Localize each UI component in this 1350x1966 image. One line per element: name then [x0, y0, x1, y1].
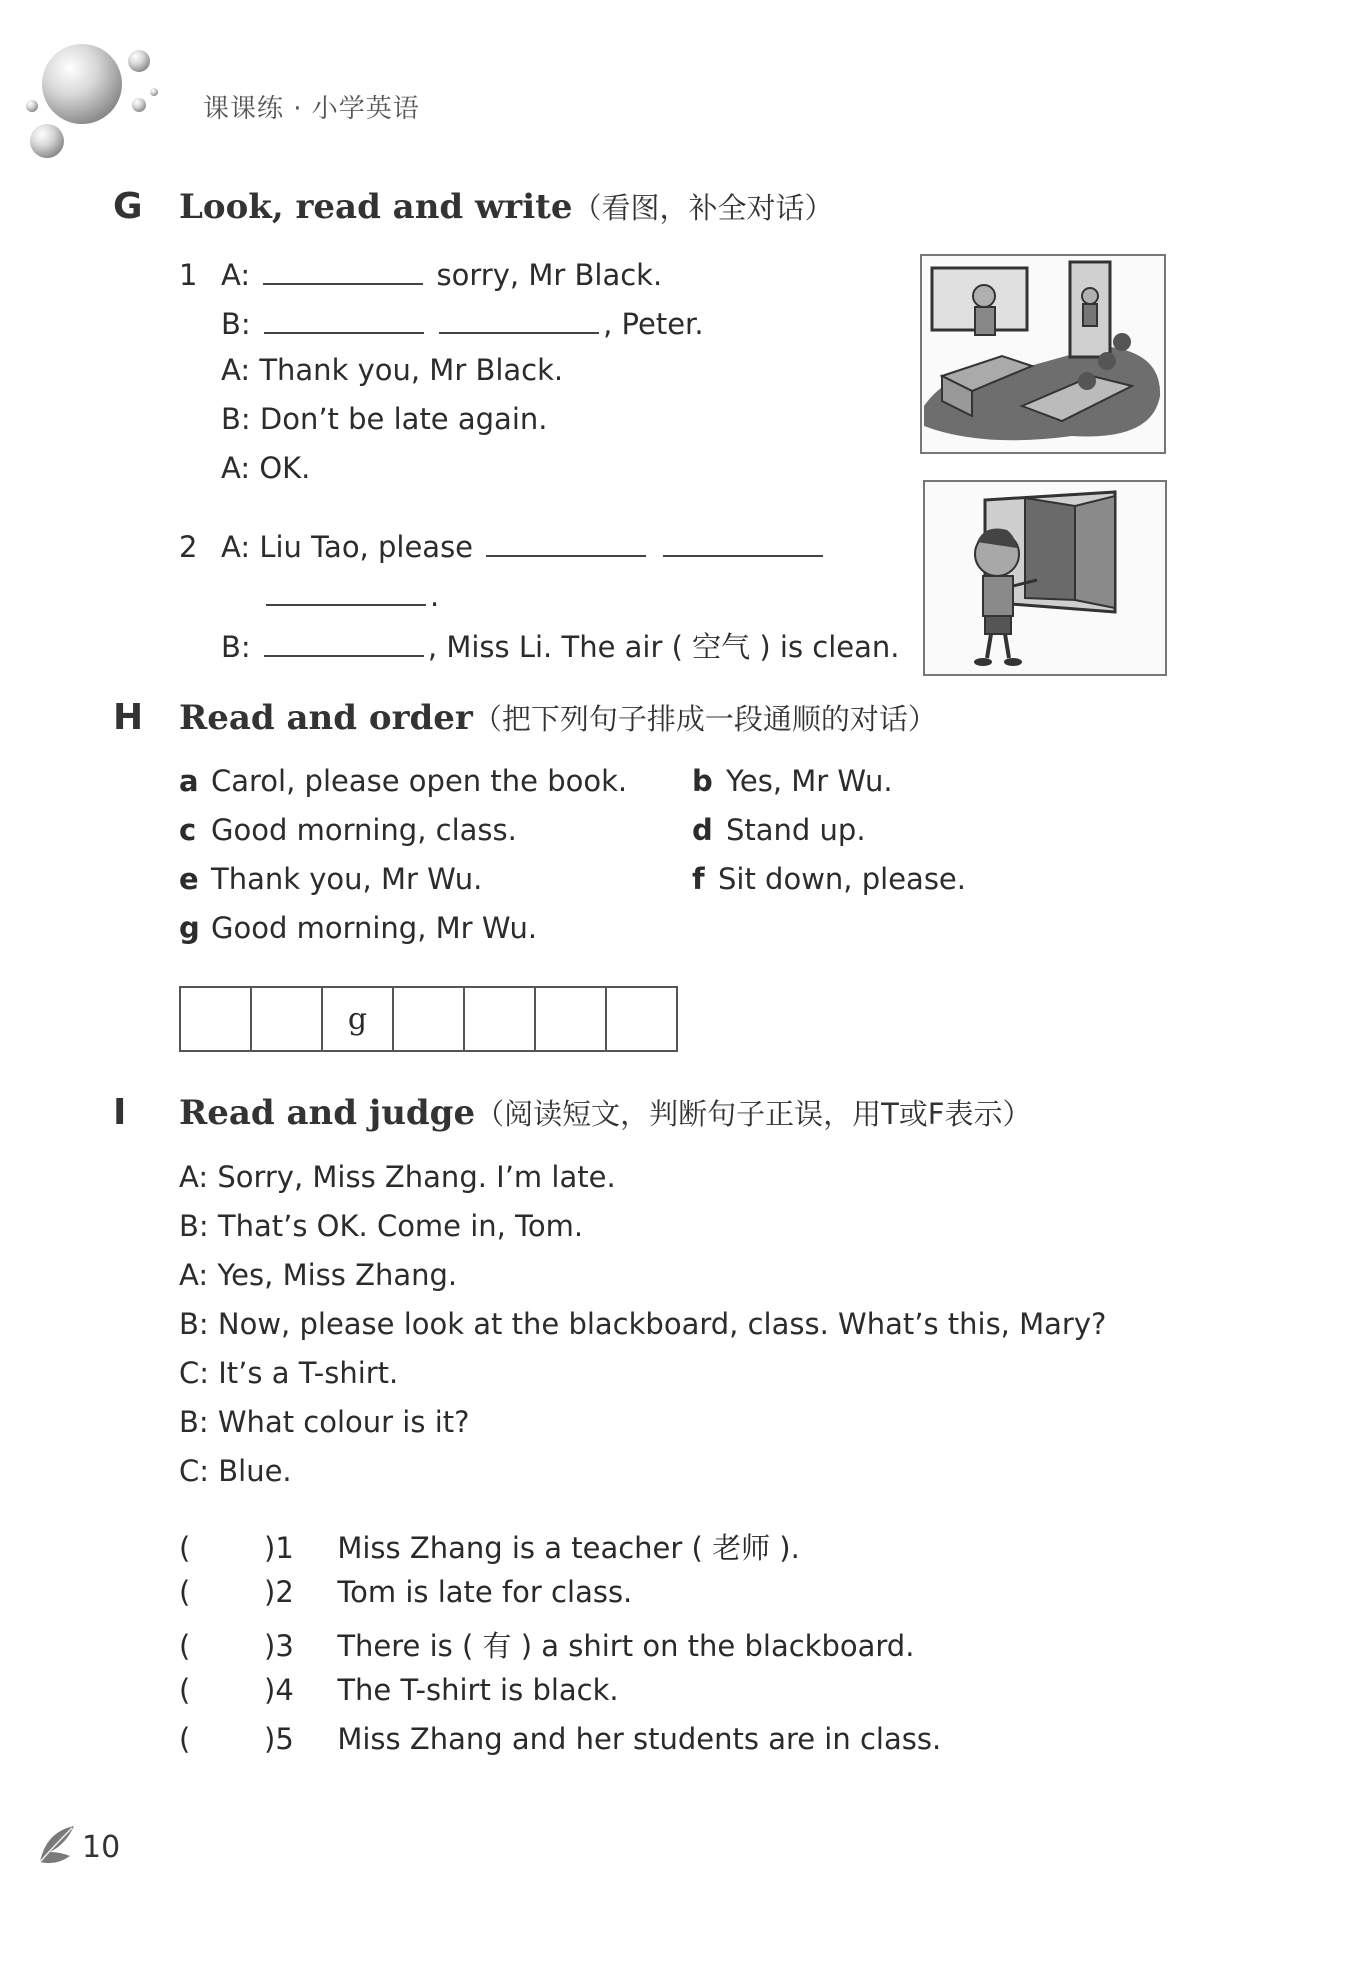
- judgement-row-4: [179, 1673, 619, 1707]
- g-q2-l3-speaker: B:: [221, 630, 251, 664]
- section-i-title-text: Read and judge: [179, 1093, 476, 1133]
- classroom-picture: [920, 254, 1166, 454]
- h-item-b: [692, 764, 893, 798]
- h-item-g-key: g: [179, 911, 200, 945]
- answer-paren-close: ): [264, 1722, 276, 1756]
- h-item-d-text: Stand up.: [726, 813, 866, 847]
- section-h-title-text: Read and order: [179, 698, 473, 738]
- judgement-row-1: [179, 1526, 800, 1567]
- answer-paren-close: ): [264, 1531, 276, 1565]
- page-number: 10: [82, 1830, 121, 1865]
- judgement-num: 1: [275, 1531, 294, 1565]
- h-item-b-key: b: [692, 764, 713, 798]
- i-dialogue-line-7: C: Blue.: [179, 1454, 292, 1488]
- i-dialogue-line-4: B: Now, please look at the blackboard, class. What’s this, Mary?: [179, 1307, 1107, 1341]
- g-q2-l1-text: A: Liu Tao, please: [221, 530, 474, 564]
- section-h-title: [179, 697, 937, 738]
- i-dialogue-line-6: B: What colour is it?: [179, 1405, 470, 1439]
- g-q2-num: 2: [179, 530, 198, 564]
- g-q1-blank-1[interactable]: [263, 255, 423, 285]
- i-dialogue-line-1: A: Sorry, Miss Zhang. I’m late.: [179, 1160, 616, 1194]
- boy-window-illustration-icon: [925, 482, 1165, 674]
- i-dialogue-line-5: C: It’s a T-shirt.: [179, 1356, 399, 1390]
- answer-paren-close: ): [264, 1575, 276, 1609]
- h-item-a-text: Carol, please open the book.: [211, 764, 628, 798]
- g-q2-line3: [221, 625, 900, 666]
- h-item-f-key: f: [692, 862, 705, 896]
- judgement-num: 2: [275, 1575, 294, 1609]
- h-item-e-text: Thank you, Mr Wu.: [211, 862, 483, 896]
- leaf-icon: [36, 1822, 80, 1866]
- h-item-f-text: Sit down, please.: [718, 862, 966, 896]
- bubbles-decoration: [20, 36, 170, 166]
- h-item-b-text: Yes, Mr Wu.: [726, 764, 893, 798]
- g-q1-num: 1: [179, 258, 198, 292]
- order-box-6[interactable]: [536, 988, 607, 1050]
- judgement-text: Miss Zhang is a teacher ( 老师 ).: [337, 1531, 800, 1565]
- g-q2-line1: [179, 527, 827, 564]
- h-item-a: [179, 764, 627, 798]
- g-q2-blank-1[interactable]: [486, 527, 646, 557]
- h-item-c: [179, 813, 517, 847]
- g-q1-line3: A: Thank you, Mr Black.: [221, 353, 564, 387]
- answer-paren-open[interactable]: (: [179, 1722, 191, 1756]
- g-q1-blank-3[interactable]: [439, 304, 599, 334]
- g-q2-blank-2[interactable]: [663, 527, 823, 557]
- g-q2-blank-3[interactable]: [266, 576, 426, 606]
- g-q1-line1: [179, 255, 662, 292]
- judgement-num: 5: [275, 1722, 294, 1756]
- judgement-row-5: [179, 1722, 941, 1756]
- g-q1-l2-text: , Peter.: [603, 307, 704, 341]
- window-picture: [923, 480, 1167, 676]
- section-i-note: （阅读短文，判断句子正误，用T或F表示）: [475, 1097, 1032, 1131]
- g-q2-l2-end: .: [430, 579, 440, 613]
- g-q1-line2: [221, 304, 704, 341]
- section-i-letter: I: [113, 1092, 127, 1133]
- section-h-note: （把下列句子排成一段通顺的对话）: [472, 702, 937, 736]
- h-item-a-key: a: [179, 764, 199, 798]
- g-q2-l3-text: , Miss Li. The air ( 空气 ) is clean.: [427, 630, 900, 664]
- order-box-3[interactable]: g: [323, 988, 394, 1050]
- i-dialogue-line-3: A: Yes, Miss Zhang.: [179, 1258, 458, 1292]
- h-item-d: [692, 813, 866, 847]
- h-item-c-key: c: [179, 813, 197, 847]
- g-q1-l2-speaker: B:: [221, 307, 251, 341]
- answer-paren-open[interactable]: (: [179, 1531, 191, 1565]
- h-item-f: [692, 862, 966, 896]
- i-dialogue-line-2: B: That’s OK. Come in, Tom.: [179, 1209, 584, 1243]
- g-q1-l1-text: sorry, Mr Black.: [436, 258, 663, 292]
- judgement-text: Miss Zhang and her students are in class.: [337, 1722, 942, 1756]
- h-item-g-text: Good morning, Mr Wu.: [211, 911, 538, 945]
- g-q1-line5: A: OK.: [221, 451, 311, 485]
- answer-paren-open[interactable]: (: [179, 1629, 191, 1663]
- judgement-text: There is ( 有 ) a shirt on the blackboard.: [337, 1629, 915, 1663]
- h-item-c-text: Good morning, class.: [211, 813, 517, 847]
- h-item-e: [179, 862, 482, 896]
- g-q1-l1-speaker: A:: [221, 258, 251, 292]
- answer-paren-close: ): [264, 1629, 276, 1663]
- section-h-letter: H: [113, 697, 144, 738]
- section-g-letter: G: [113, 186, 143, 227]
- order-box-5[interactable]: [465, 988, 536, 1050]
- g-q1-blank-2[interactable]: [264, 304, 424, 334]
- judgement-text: The T-shirt is black.: [337, 1673, 619, 1707]
- judgement-num: 3: [275, 1629, 294, 1663]
- order-box-7[interactable]: [607, 988, 676, 1050]
- section-i-title: [179, 1092, 1032, 1133]
- g-q2-blank-4[interactable]: [264, 627, 424, 657]
- judgement-num: 4: [275, 1673, 294, 1707]
- section-g-title: [179, 186, 834, 227]
- book-title: 课课练 · 小学英语: [203, 94, 420, 124]
- answer-paren-open[interactable]: (: [179, 1575, 191, 1609]
- h-item-d-key: d: [692, 813, 713, 847]
- h-item-e-key: e: [179, 862, 199, 896]
- order-answer-boxes: [179, 986, 678, 1052]
- answer-paren-close: ): [264, 1673, 276, 1707]
- g-q2-line2: [262, 576, 439, 613]
- section-g-title-text: Look, read and write: [179, 187, 573, 227]
- h-item-g: [179, 911, 537, 945]
- answer-paren-open[interactable]: (: [179, 1673, 191, 1707]
- g-q1-line4: B: Don’t be late again.: [221, 402, 548, 436]
- order-box-1[interactable]: [181, 988, 252, 1050]
- order-box-4[interactable]: [394, 988, 465, 1050]
- order-box-2[interactable]: [252, 988, 323, 1050]
- section-g-note: （看图，补全对话）: [572, 191, 834, 225]
- judgement-row-3: [179, 1624, 914, 1665]
- judgement-text: Tom is late for class.: [337, 1575, 633, 1609]
- classroom-illustration-icon: [922, 256, 1164, 452]
- judgement-row-2: [179, 1575, 632, 1609]
